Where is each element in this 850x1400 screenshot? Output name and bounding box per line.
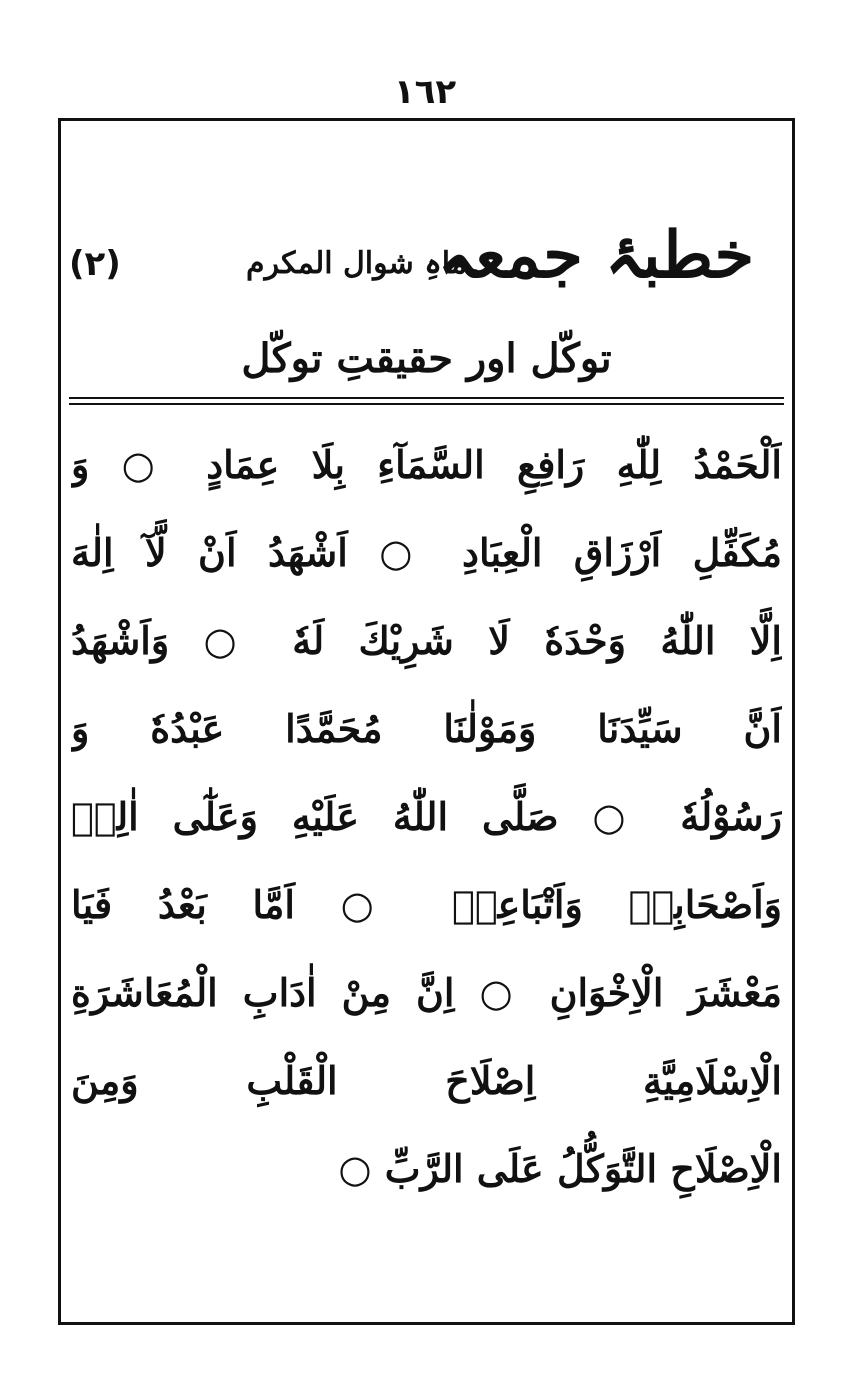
text-line: الْاِصْلَاحِ التَّوَكُّلُ عَلَى الرَّبِّ ○ [338, 1146, 782, 1191]
text-line: مَعْشَرَ الْاِخْوَانِ ○ اِنَّ مِنْ اٰدَابِ الْمُعَاشَرَةِ [71, 970, 782, 1015]
page-frame [58, 118, 795, 1325]
sermon-title: خطبۂ جمعہ [437, 218, 754, 293]
text-line: اَنَّ سَيِّدَنَا وَمَوْلٰنَا مُحَمَّدًا عَبْدُهٗ وَ [71, 706, 782, 751]
page-number: ١٦٢ [393, 72, 457, 112]
sermon-subtitle: توکّل اور حقیقتِ توکّل [241, 335, 612, 382]
sermon-part-number: (۲) [69, 244, 121, 284]
text-line: رَسُوْلُهٗ ○ صَلَّى اللّٰهُ عَلَيْهِ وَعَلٰٓى اٰلِهٖ [71, 794, 782, 839]
sermon-month: ماہِ شوال المکرم [246, 246, 467, 281]
text-line: الْاِسْلَامِيَّةِ اِصْلَاحَ الْقَلْبِ وَمِنَ [71, 1058, 782, 1103]
text-line: وَاَصْحَابِهٖ وَاَتْبَاعِهٖ ○ اَمَّا بَعْدُ فَيَا [71, 882, 782, 927]
text-line: اَلْحَمْدُ لِلّٰهِ رَافِعِ السَّمَآءِ بِلَا عِمَادٍ ○ وَ [71, 442, 782, 487]
text-line: مُكَفِّلِ اَرْزَاقِ الْعِبَادِ ○ اَشْهَدُ اَنْ لَّآ اِلٰهَ [71, 530, 782, 575]
sermon-header [61, 211, 792, 311]
sermon-body [71, 421, 782, 1213]
text-line: اِلَّا اللّٰهُ وَحْدَهٗ لَا شَرِيْكَ لَهٗ ○ وَاَشْهَدُ [71, 618, 782, 663]
divider-rule [69, 403, 784, 405]
divider-rule [69, 397, 784, 399]
